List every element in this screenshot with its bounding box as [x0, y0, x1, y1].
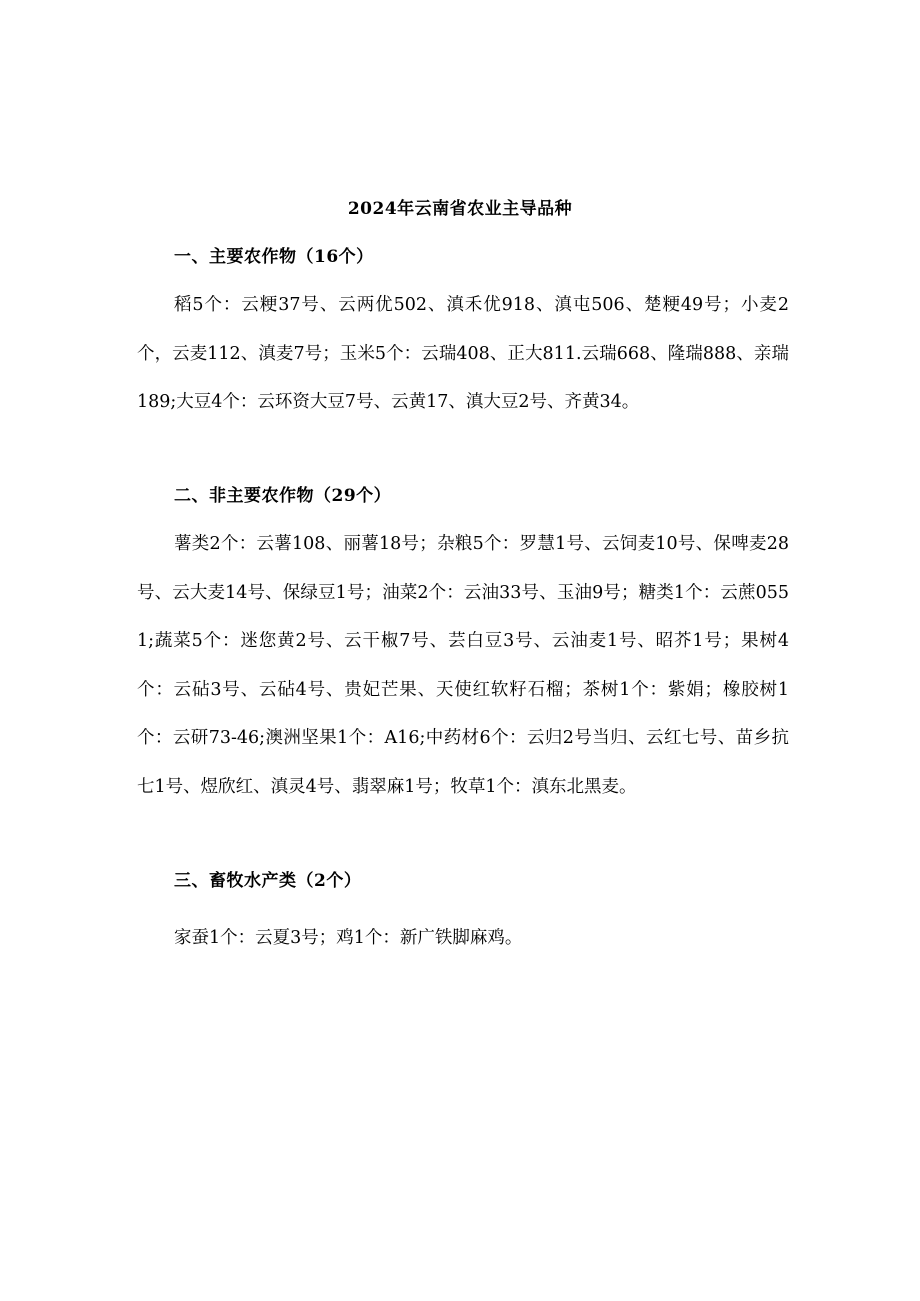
section-heading-non-main-crops: 二、非主要农作物（29个）: [174, 486, 392, 506]
section-heading-main-crops: 一、主要农作物（16个）: [174, 247, 374, 267]
section-heading-livestock-aquatic: 三、畜牧水产类（2个）: [174, 871, 362, 891]
section-body-non-main-crops: 薯类2个：云薯108、丽薯18号；杂粮5个：罗慧1号、云饲麦10号、保啤麦28号、云大麦14号、保绿豆1号；油菜2个：云油33号、玉油9号；糖类1个：云蔗0551;蔬菜5个：迷您黄2号、云干椒7号、芸白豆3号、云油麦1号、昭芥1号；果树4个：云砧3号、云砧4号、贵妃芒果、天使红软籽石榴；茶树1个：紫娟；橡胶树1个：云研73-46;澳洲坚果1个：A16;中药材6个：云归2号当归、云红七号、苗乡抗七1号、煜欣红、滇灵4号、翡翠麻1号；牧草1个：滇东北黑麦。: [137, 534, 789, 797]
document-title: 2024年云南省农业主导品种: [347, 199, 573, 219]
section-body-livestock-aquatic: 家蚕1个：云夏3号；鸡1个：新广铁脚麻鸡。: [174, 928, 523, 948]
section-body-main-crops: 稻5个：云粳37号、云两优502、滇禾优918、滇屯506、楚粳49号；小麦2个，云麦112、滇麦7号；玉米5个：云瑞408、正大811.云瑞668、隆瑞888、亲瑞189;大豆4个：云环资大豆7号、云黄17、滇大豆2号、齐黄34。: [137, 295, 789, 412]
